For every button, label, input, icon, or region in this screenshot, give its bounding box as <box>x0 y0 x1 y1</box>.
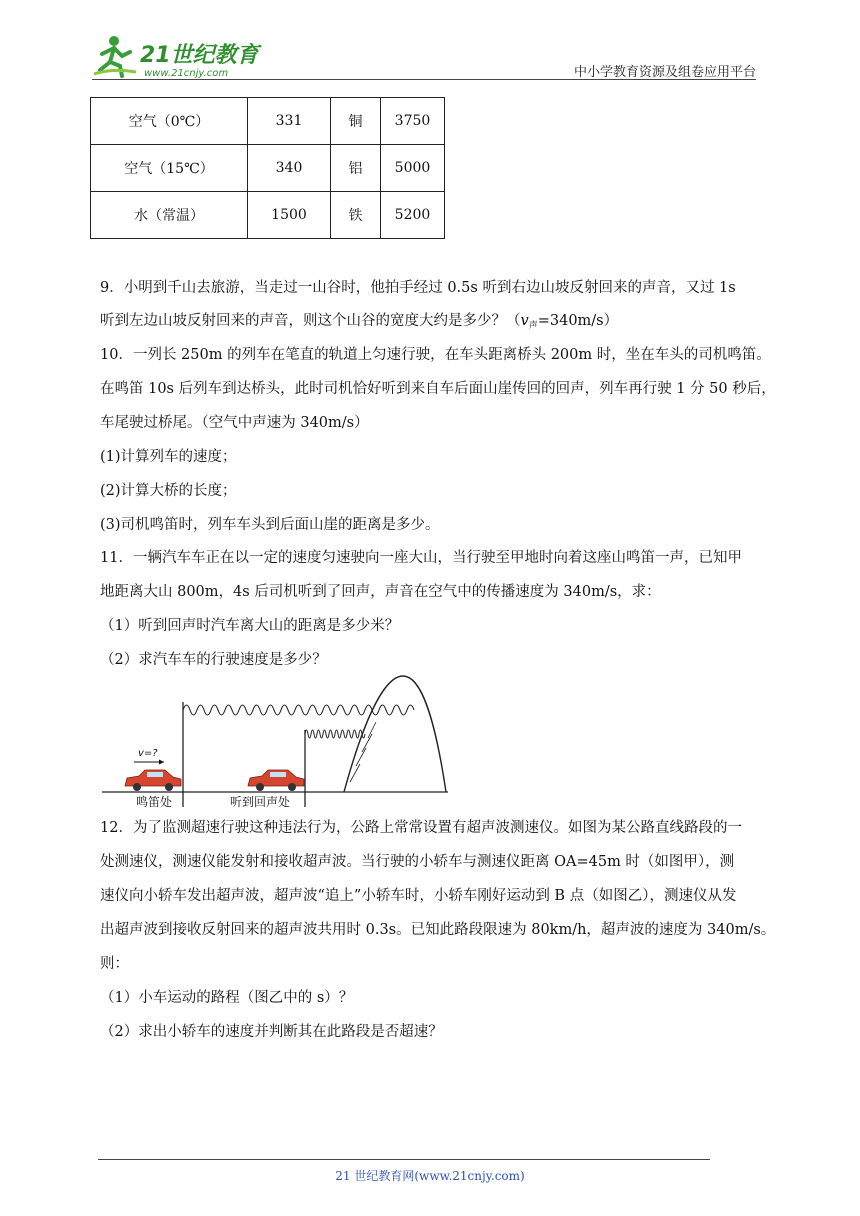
q9-v-sub: 声 <box>528 321 538 331</box>
q11-line2: 地距离大山 800m，4s 后司机听到了回声，声音在空气中的传播速度为 340m/s，求： <box>100 584 661 600</box>
sound-speed-table <box>90 97 445 239</box>
runner-icon <box>94 36 136 76</box>
q11-sub2: （2）求汽车车的行驶速度是多少？ <box>100 652 327 668</box>
table-row <box>91 98 445 145</box>
sound-wave-echo <box>305 730 365 738</box>
q12-line1: 12．为了监测超速行驶这种违法行为，公路上常常设置有超声波测速仪。如图为某公路直线路段的一 <box>100 820 742 836</box>
footer-link[interactable]: 21 世纪教育网(www.21cnjy.com) <box>335 1169 525 1183</box>
table-cell: 空气（15℃） <box>91 145 248 192</box>
q12-line5: 则： <box>100 956 129 972</box>
q9-line2-text: 听到左边山坡反射回来的声音，则这个山谷的宽度大约是多少？（ <box>100 313 521 329</box>
table-cell: 1500 <box>248 192 331 239</box>
q12-line2: 处测速仪，测速仪能发射和接收超声波。当行驶的小轿车与测速仪距离 OA=45m 时（如图甲），测 <box>100 854 735 870</box>
site-logo <box>92 32 262 82</box>
table-cell: 水（常温） <box>91 192 248 239</box>
q12-line3: 速仪向小轿车发出超声波，超声波“追上”小轿车时，小轿车刚好运动到 B 点（如图乙），测速仪从发 <box>100 888 737 904</box>
table-cell: 331 <box>248 98 331 145</box>
logo-text: 21世纪教育 <box>140 43 259 68</box>
q10-line1: 10．一列长 250m 的列车在笔直的轨道上匀速行驶，在车头距离桥头 200m 时，坐在车头的司机鸣笛。 <box>100 347 771 363</box>
header-platform-text: 中小学教育资源及组卷应用平台 <box>573 65 756 80</box>
car-icon <box>125 770 181 791</box>
arrow-right-icon <box>159 760 164 765</box>
table-cell: 铝 <box>331 145 381 192</box>
table-cell: 空气（0℃） <box>91 98 248 145</box>
table-row <box>91 145 445 192</box>
q12-sub1: （1）小车运动的路程（图乙中的 s）？ <box>100 990 354 1006</box>
q9-line2-end: =340m/s） <box>537 313 619 329</box>
table-cell: 3750 <box>381 98 445 145</box>
table-cell: 铁 <box>331 192 381 239</box>
table-row <box>91 192 445 239</box>
table-cell: 5000 <box>381 145 445 192</box>
q11-line1: 11．一辆汽车车正在以一定的速度匀速驶向一座大山，当行驶至甲地时向着这座山鸣笛一声，已知甲 <box>100 550 742 566</box>
q11-sub1: （1）听到回声时汽车离大山的距离是多少米？ <box>100 618 400 634</box>
car-icon <box>248 770 304 791</box>
header-divider <box>92 79 756 80</box>
q10-sub3: (3)司机鸣笛时，列车车头到后面山崖的距离是多少。 <box>100 517 440 533</box>
echo-label: 听到回声处 <box>230 795 291 809</box>
echo-diagram <box>98 672 458 812</box>
horn-label: 鸣笛处 <box>136 795 173 809</box>
q9-line2 <box>100 310 765 337</box>
q10-sub2: (2)计算大桥的长度； <box>100 483 237 499</box>
table-cell: 5200 <box>381 192 445 239</box>
q9-line1: 9．小明到千山去旅游，当走过一山谷时，他拍手经过 0.5s 听到右边山坡反射回来的声音，又过 1s <box>100 280 736 296</box>
q12-line4: 出超声波到接收反射回来的超声波共用时 0.3s。已知此路段限速为 80km/h，超声波的速度为 340m/s。 <box>100 922 776 938</box>
logo-url: www.21cnjy.com <box>144 68 229 79</box>
velocity-label: v=? <box>138 748 158 759</box>
table-cell: 340 <box>248 145 331 192</box>
q9-v: v <box>520 313 529 329</box>
q10-line3: 车尾驶过桥尾。（空气中声速为 340m/s） <box>100 415 369 431</box>
q10-line2: 在鸣笛 10s 后列车到达桥头，此时司机恰好听到来自车后面山崖传回的回声，列车再行驶 1 分 50 秒后， <box>100 381 776 397</box>
q12-sub2: （2）求出小轿车的速度并判断其在此路段是否超速？ <box>100 1024 443 1040</box>
q10-sub1: (1)计算列车的速度； <box>100 449 237 465</box>
sound-wave-long <box>183 705 414 715</box>
table-cell: 铜 <box>331 98 381 145</box>
footer-divider <box>98 1159 710 1160</box>
